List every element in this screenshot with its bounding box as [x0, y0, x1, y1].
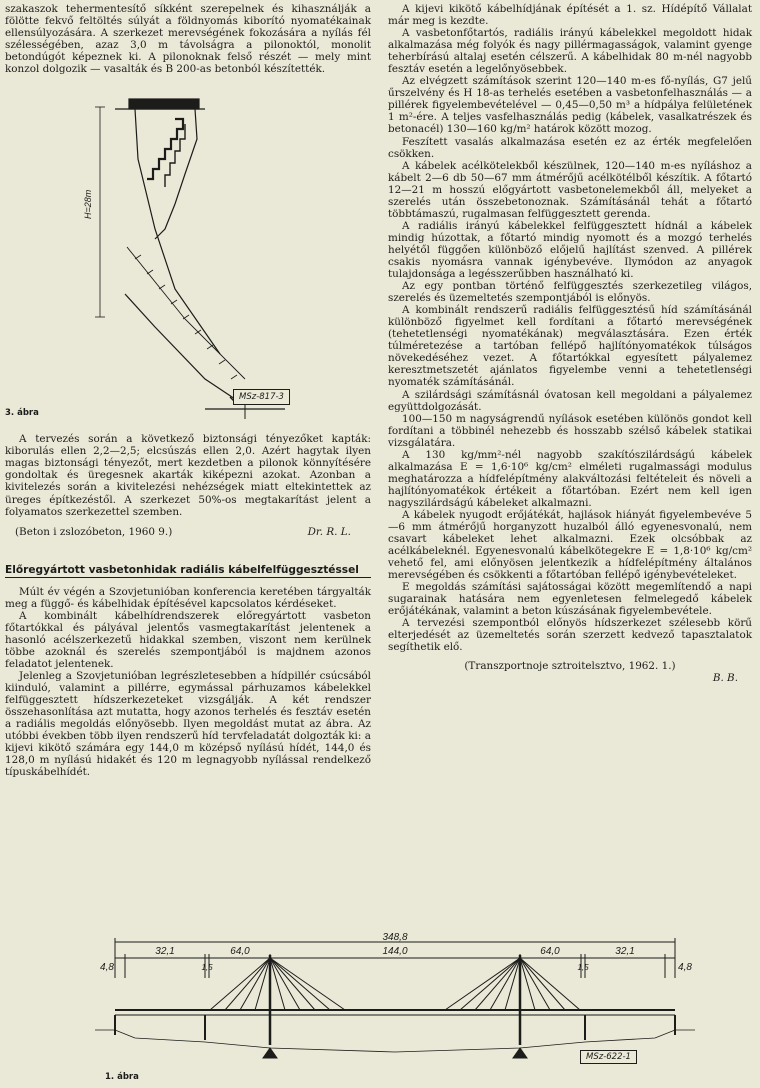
author-2: B. B. — [712, 671, 738, 684]
right-paragraph-6: A radiális irányú kábelekkel felfüggesztett hídnál a kábelek mindig húzottak, a főtartó mindig nyomott és a mozgó terhelés helyétől függően különböző előjelű hajlítást szenved. A pillérek csakis nyomásra vannak igénybevéve. Ilymódon az anyagok tulajdonsága a legésszerűbben használható ki. — [388, 219, 752, 281]
left-paragraph-1: Múlt év végén a Szovjetunióban konferencia keretében tárgyalták meg a függő- és kábelhidak építésével kapcsolatos kérdéseket. — [5, 585, 371, 610]
left-paragraph-2: A kombinált kábelhídrendszerek előregyártott vasbeton főtartókkal és pályával jelentős vasmegtakarítást jelentenek a hasonló acélszerkezetű hidakkal szemben, viszont nem kerülnek többe azoknál és szerelés szempontjából is majdnem azonos feladatot jelentenek. — [5, 609, 371, 670]
dim-1: 32,1 — [155, 946, 175, 957]
left-column — [5, 3, 371, 778]
figure1-stamp: MSz-622-1 — [580, 1050, 637, 1064]
figure3-caption: 3. ábra — [5, 408, 39, 419]
right-paragraph-9: A szilárdsági számításnál óvatosan kell megoldani a pályalemez együttdolgozását. — [388, 388, 752, 413]
right-paragraph-8: A kombinált rendszerű radiális felfüggesztésű híd számításánál különböző figyelmet kell fordítani a főtartó merevségének (tehetetlenségi nyomatékának) megválasztására. Ezen érték túlméretezése a tartóban fellépő hajlítónyomatékok túlságos növekedéséhez vezet. A főtartókkal egyesített pályalemez keresztmetszetét ajánlatos figyelembe venni a tehetetlenségi nyomaték számításánál. — [388, 304, 752, 389]
figure3-stamp: MSz-817-3 — [233, 389, 290, 405]
dim-2: 1,5 — [201, 963, 213, 972]
dim-total: 348,8 — [382, 932, 408, 943]
figure-3 — [5, 79, 371, 419]
right-paragraph-10: 100—150 m nagyságrendű nyílások esetében különös gondot kell fordítani a többinél nehezebb és hosszabb szélső kábelek statikai vizsgálatára. — [388, 412, 752, 449]
right-paragraph-3: Az elvégzett számítások szerint 120—140 m-es fő-nyílás, G7 jelű űrszelvény és H 18-as terhelés esetében a vasbetonfelhasználás — a pillérek figyelembevételével — 0,45—0,50 m³ a hídpálya felületének 1 m²-ére. A teljes vasfelhasználás pedig (kábelek, vasalkatrészek és betonacél) 130—160 kg/m² határok között mozog. — [388, 75, 752, 136]
right-paragraph-4: Feszített vasalás alkalmazása esetén ez az érték megfelelően csökken. — [388, 135, 752, 160]
author-1: Dr. R. L. — [307, 525, 351, 538]
article-title: Előregyártott vasbetonhidak radiális kábelfelfüggesztéssel — [5, 564, 371, 578]
right-column — [388, 3, 752, 684]
right-paragraph-13: E megoldás számítási sajátosságai között megemlítendő a napi sugarainak hatására nem egyenletesen felmelegedő kábelek erőjátékának, valamint a beton kúszásának figyelembevétele. — [388, 581, 752, 618]
dim-7: 32,1 — [615, 946, 635, 957]
height-label: H=28m — [83, 190, 93, 220]
source-2: (Transzportnoje sztroitelsztvo, 1962. 1.) — [464, 659, 676, 672]
right-paragraph-5: A kábelek acélkötelekből készülnek, 120—140 m-es nyíláshoz a kábelt 2—6 db 50—67 mm átmérőjű acélkötélből készítik. A főtartó 12—21 m hosszú előgyártott vasbetonelemekből áll, melyeket a szerelés után összebetonoznak. Számításánál tehát a főtartó többtámaszú, rugalmasan felfüggesztett gerenda. — [388, 159, 752, 220]
source-1: (Beton i zslozóbeton, 1960 9.) — [15, 525, 173, 538]
dim-0: 4,8 — [100, 962, 114, 973]
right-paragraph-1: A kijevi kikötő kábelhídjának építését a 1. sz. Hídépítő Vállalat már meg is kezdte. — [388, 3, 752, 28]
dim-4: 144,0 — [382, 946, 408, 957]
dim-5: 64,0 — [540, 946, 560, 957]
figure1-caption: 1. ábra — [105, 1072, 139, 1082]
right-paragraph-2: A vasbetonfőtartós, radiális irányú kábelekkel megoldott hidak alkalmazása még folyók és nagy pillérmagasságok, valamint gyenge teherbírású altalaj esetén célszerű. A kábelhidak 80 m-nél nagyobb fesztáv esetén a legelőnyösebbek. — [388, 27, 752, 76]
right-paragraph-7: Az egy pontban történő felfüggesztés szerkezetileg világos, szerelés és üzemeltetés szempontjából is előnyös. — [388, 280, 752, 305]
safety-paragraph: A tervezés során a következő biztonsági tényezőket kapták: kiborulás ellen 2,2—2,5; elcsúszás ellen 2,0. Azért hagytak ilyen magas biztonsági tényezőt, mert kezdetben a pilonok könnyítésére gondoltak és üregesnek akarták kiképezni azokat. Azonban a kivitelezés során a kivitelezési nehézségek miatt eltekintettek az üreges építkezéstől. A szerkezet 50%-os megtakarítást jelent a folyamatos szerkezettel szemben. — [5, 433, 371, 518]
right-paragraph-11: A 130 kg/mm²-nél nagyobb szakítószilárdságú kábelek alkalmazása E = 1,6·10⁶ kg/cm² elméleti rugalmassági modulus meghatározza a hídfelépítmény alakváltozási feltételeit és növeli a hajlítónyomatékok értékeit a főtartóban. Ezért nem kell igen nagyszilárdságú kábeleket alkalmazni. — [388, 448, 752, 509]
dim-8: 4,8 — [678, 962, 692, 973]
left-paragraph-3: Jelenleg a Szovjetunióban legrészletesebben a hídpillér csúcsából kiinduló, valamint a pillérre, egymással párhuzamos kábelekkel felfüggesztett hídszerkezeteket vizsgálják. A két rendszer összehasonlítása azt mutatta, hogy azonos terhelés és fesztáv esetén a radiális megoldás előnyösebb. Ilyen megoldást mutat az ábra. Az utóbbi években több ilyen rendszerű híd tervfeladatát dolgozták ki: a kijevi kikötő számára egy 144,0 m középső nyílású hídét, 144,0 és 128,0 m nyílású hidakét és 120 m legnagyobb nyílással rendelkező típuskábelhídét. — [5, 670, 371, 779]
right-paragraph-12: A kábelek nyugodt erőjátékát, hajlások hiányát figyelembevéve 5—6 mm átmérőjű horganyzott huzalból álló egyenesvonalú, nem csavart kábeleket lehet alkalmazni. Ezek olcsóbbak az acélkábeleknél. Egyenesvonalú kábelkötegekre E = 1,8·10⁶ kg/cm² vehető fel, ami előnyösen jelentkezik a hídfelépítmény általános merevségében és csökkenti a főtartóban fellépő igénybevételeket. — [388, 508, 752, 582]
pylon-drawing — [5, 79, 371, 419]
dim-6: 1,5 — [577, 963, 589, 972]
right-paragraph-14: A tervezési szempontból előnyös hídszerkezet szélesebb körű elterjedését az üzemeltetés során szerzett kedvező tapasztalatok segíthetik elő. — [388, 617, 752, 654]
intro-paragraph: szakaszok tehermentesítő síkként szerepelnek és kihasználják a fölötte fekvő feltöltés súlyát a földnyomás kiborító nyomatékainak ellensúlyozására. A szerkezet merevségének fokozására a nyílás fél szélességében, azaz 3,0 m távolságra a pilonoktól, monolit betondúgót képeznek ki. A pilonoknak felső részét — mely mint konzol dolgozik — vasalták és B 200-as betonból készítették. — [5, 3, 371, 76]
source-line-1 — [5, 526, 371, 538]
dim-3: 64,0 — [230, 946, 250, 957]
